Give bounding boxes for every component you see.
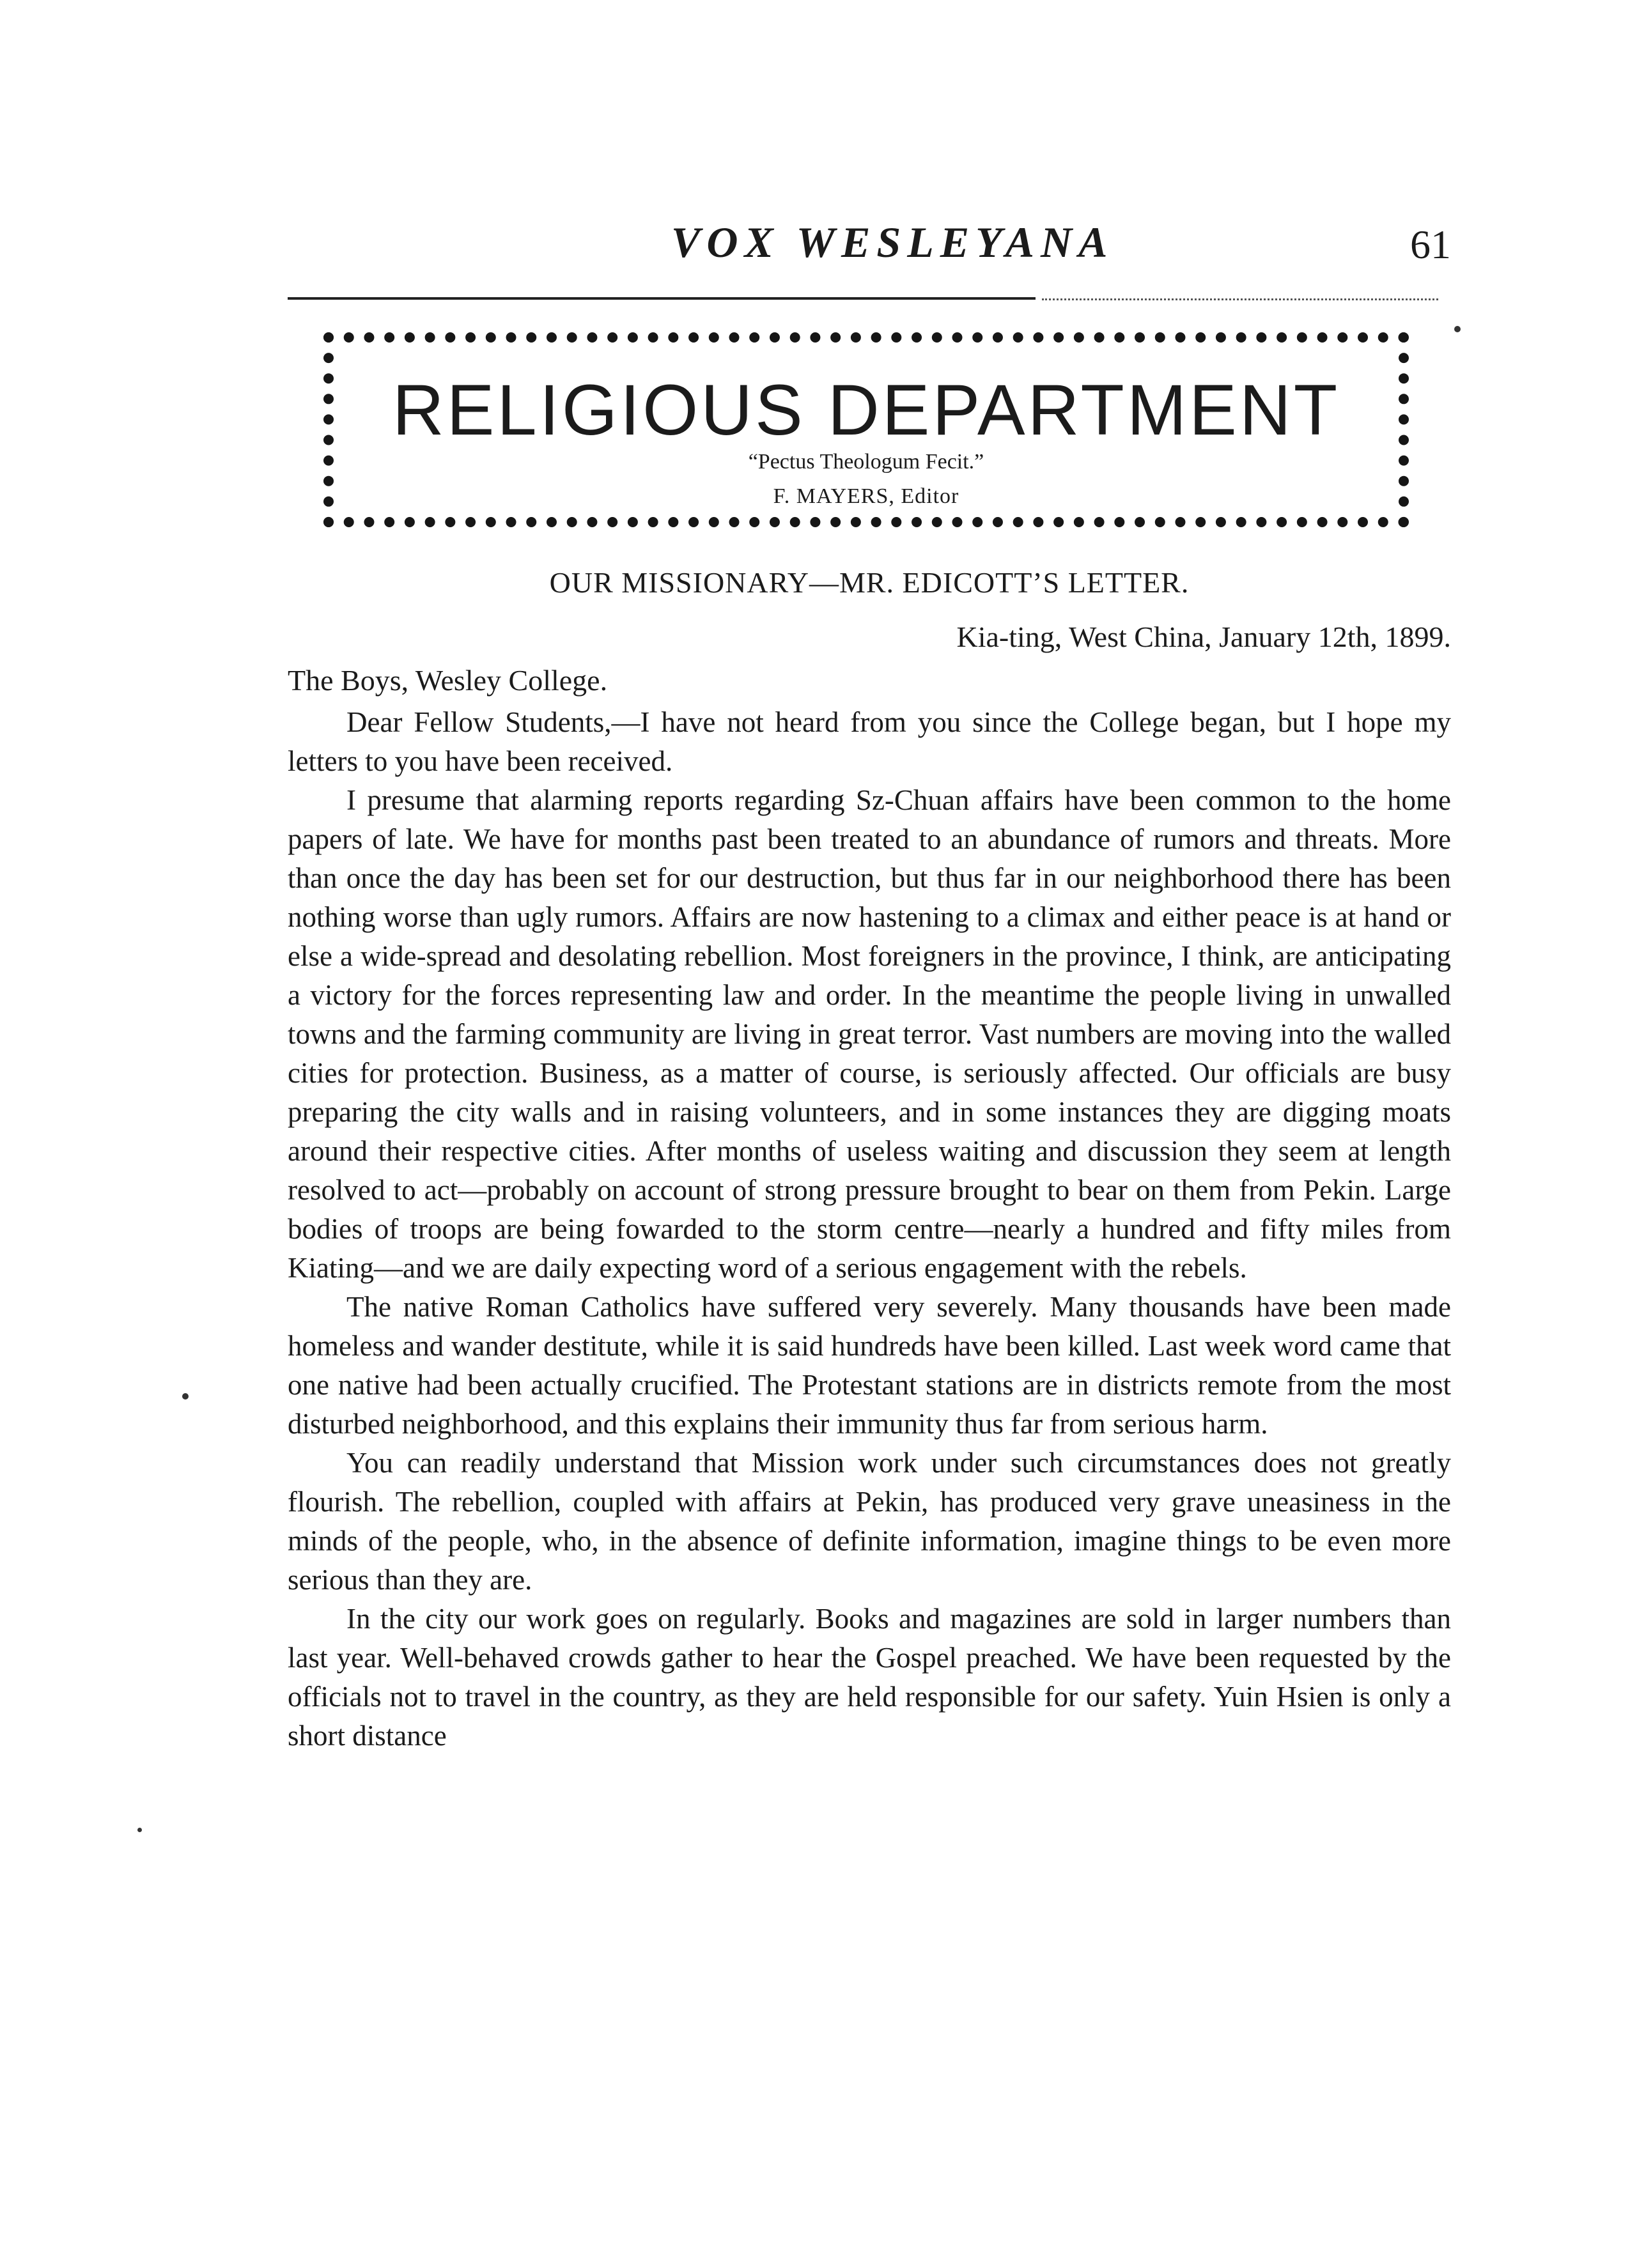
paragraph: The native Roman Catholics have suffered very severely. Many thousands have been made homeless and wander destitute, while it is said hundreds have been killed. Last week word came that one native had been actually crucified. The Protestant stations are in districts remote from the most disturbed neighborhood, and this explains their immunity thus far from serious harm. — [288, 1291, 1451, 1440]
letter-salutation: The Boys, Wesley College. — [288, 664, 608, 697]
page-number: 61 — [1410, 222, 1451, 267]
paragraph: Dear Fellow Students,—I have not heard from you since the College began, but I hope my letters to you have been received. — [288, 706, 1451, 777]
paragraph: In the city our work goes on regularly. Books and magazines are sold in larger numbers than last year. Well-behaved crowds gather to hear the Gospel preached. We have been requested by the officials not to travel in the country, as they are held responsible for our safety. Yuin Hsien is only a short distance — [288, 1603, 1451, 1752]
header-rule-dotted — [1042, 298, 1438, 300]
ink-speck — [182, 1393, 189, 1400]
department-banner — [323, 332, 1409, 527]
article-heading: OUR MISSIONARY—MR. EDICOTT’S LETTER. — [549, 566, 1190, 599]
ink-speck — [137, 1828, 142, 1832]
ink-speck — [1454, 326, 1461, 332]
running-header — [288, 217, 1451, 288]
journal-title: VOX WESLEYANA — [671, 218, 1114, 266]
header-rule — [288, 297, 1036, 300]
article-body — [288, 703, 1451, 1755]
paragraph: I presume that alarming reports regarding Sz-Chuan affairs have been common to the home papers of late. We have for months past been treated to an abundance of rumors and threats. More than once the day has been set for our destruction, but thus far in our neighborhood there has been nothing worse than ugly rumors. Affairs are now hastening to a climax and either peace is at hand or else a wide-spread and desolating rebellion. Most foreigners in the province, I think, are anticipating a victory for the forces representing law and order. In the meantime the people living in unwalled towns and the farming community are living in great terror. Vast numbers are moving into the walled cities for protection. Business, as a matter of course, is seriously affected. Our officials are busy preparing the city walls and in raising volunteers, and in some instances they are digging moats around their respective cities. After months of useless waiting and discussion they seem at length resolved to act—probably on account of strong pressure brought to bear on them from Pekin. Large bodies of troops are being fowarded to the storm centre—nearly a hundred and fifty miles from Kiating—and we are daily expecting word of a serious engagement with the rebels. — [288, 784, 1451, 1284]
department-motto: “Pectus Theologum Fecit.” — [748, 450, 984, 474]
letter-dateline: Kia-ting, West China, January 12th, 1899. — [956, 621, 1451, 653]
department-editor: F. MAYERS, Editor — [773, 484, 959, 508]
paragraph: You can readily understand that Mission work under such circumstances does not greatly flourish. The rebellion, coupled with affairs at Pekin, has produced very grave uneasiness in the minds of the people, who, in the absence of definite information, imagine things to be even more serious than they are. — [288, 1447, 1451, 1596]
department-title: RELIGIOUS DEPARTMENT — [392, 370, 1340, 450]
